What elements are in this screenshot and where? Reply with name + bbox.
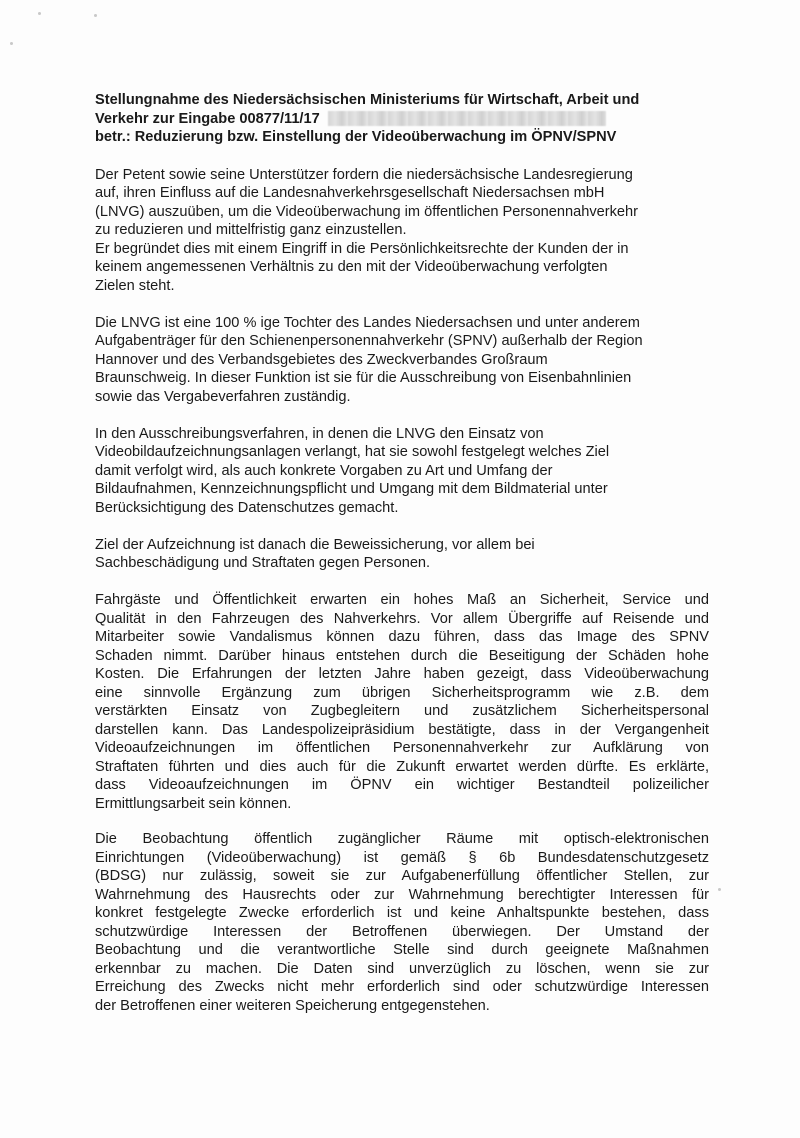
paragraph-line: auf, ihren Einfluss auf die Landesnahverkehrsgesellschaft Niedersachsen mbH <box>95 185 605 201</box>
paragraph <box>95 425 709 518</box>
paragraphs-container <box>95 166 709 1016</box>
paragraph-line: verstärkten Einsatz von Zugbegleitern und zusätzlichem Sicherheitspersonal <box>95 703 709 719</box>
paragraph-line: Mitarbeiter sowie Vandalismus können dazu führen, dass das Image des SPNV <box>95 629 709 645</box>
paragraph-line: eine sinnvolle Ergänzung zum übrigen Sicherheitsprogramm wie z.B. dem <box>95 684 709 701</box>
paragraph-line: Braunschweig. In dieser Funktion ist sie für die Ausschreibung von Eisenbahnlinien <box>95 370 632 386</box>
paragraph <box>95 166 709 296</box>
paragraph-line: Zielen steht. <box>95 277 175 294</box>
scan-speck <box>10 42 13 45</box>
paragraph-line: schutzwürdige Interessen der Betroffenen überwiegen. Der Umstand der <box>95 923 709 940</box>
paragraph <box>95 591 709 813</box>
paragraph-line: Die Beobachtung öffentlich zugänglicher Räume mit optisch-elektronischen <box>95 831 709 847</box>
paragraph-line: der Betroffenen einer weiteren Speicherung entgegenstehen. <box>95 997 490 1014</box>
paragraph-line: Der Petent sowie seine Unterstützer fordern die niedersächsische Landesregierung <box>95 166 633 183</box>
paragraph-line: Ermittlungsarbeit sein können. <box>95 795 292 812</box>
scan-speck <box>718 888 721 891</box>
paragraph-line: Hannover und des Verbandsgebietes des Zweckverbandes Großraum <box>95 351 548 368</box>
paragraph-line: Videobildaufzeichnungsanlagen verlangt, hat sie sowohl festgelegt welches Ziel <box>95 444 610 460</box>
paragraph-line: darstellen kann. Das Landespolizeipräsidium bestätigte, dass in der Vergangenheit <box>95 721 709 738</box>
paragraph-line: sowie das Vergabeverfahren zuständig. <box>95 388 351 405</box>
paragraph-line: dass Videoaufzeichnungen im ÖPNV ein wichtiger Bestandteil polizeilicher <box>95 777 709 793</box>
heading-line: Stellungnahme des Niedersächsischen Ministeriums für Wirtschaft, Arbeit und <box>95 92 640 108</box>
paragraph-line: Ziel der Aufzeichnung ist danach die Beweissicherung, vor allem bei <box>95 536 535 553</box>
paragraph-line: Aufgabenträger für den Schienenpersonennahverkehr (SPNV) außerhalb der Region <box>95 333 643 349</box>
paragraph-line: Bildaufnahmen, Kennzeichnungspflicht und Umgang mit dem Bildmaterial unter <box>95 481 608 497</box>
paragraph-line: Fahrgäste und Öffentlichkeit erwarten ein hohes Maß an Sicherheit, Service und <box>95 592 709 608</box>
heading-line: betr.: Reduzierung bzw. Einstellung der Videoüberwachung im ÖPNV/SPNV <box>95 129 617 145</box>
paragraph-line: Kosten. Die Erfahrungen der letzten Jahre haben gezeigt, dass Videoüberwachung <box>95 666 709 682</box>
paragraph-line: Wahrnehmung des Hausrechts oder zur Wahrnehmung berechtigter Interessen für <box>95 886 709 903</box>
paragraph-line: Er begründet dies mit einem Eingriff in die Persönlichkeitsrechte der Kunden der in <box>95 240 629 257</box>
paragraph <box>95 314 709 407</box>
paragraph-line: keinem angemessenen Verhältnis zu den mit der Videoüberwachung verfolgten <box>95 259 608 275</box>
paragraph <box>95 536 709 573</box>
document-heading <box>95 91 709 147</box>
paragraph-line: zu reduzieren und mittelfristig ganz einzustellen. <box>95 222 407 238</box>
paragraph-line: Die LNVG ist eine 100 % ige Tochter des Landes Niedersachsen und unter anderem <box>95 314 640 331</box>
document-body <box>95 91 709 1034</box>
heading-line-text: Verkehr zur Eingabe 00877/11/17 <box>95 110 320 127</box>
paragraph-line: Schaden nimmt. Darüber hinaus entstehen durch die Beseitigung der Schäden hohe <box>95 647 709 664</box>
paragraph-line: konkret festgelegte Zwecke erforderlich ist und keine Anhaltspunkte bestehen, dass <box>95 905 709 921</box>
scan-speck <box>94 14 97 17</box>
paragraph-line: erkennbar zu machen. Die Daten sind unverzüglich zu löschen, wenn sie zur <box>95 960 709 977</box>
paragraph-line: Erreichung des Zwecks nicht mehr erforderlich sind oder schutzwürdige Interessen <box>95 979 709 995</box>
paragraph-line: Qualität in den Fahrzeugen des Nahverkehrs. Vor allem Übergriffe auf Reisende und <box>95 610 709 627</box>
paragraph-line: Sachbeschädigung und Straftaten gegen Personen. <box>95 555 431 571</box>
paragraph-line: Berücksichtigung des Datenschutzes gemacht. <box>95 499 399 516</box>
paragraph-line: (LNVG) auszuüben, um die Videoüberwachung im öffentlichen Personennahverkehr <box>95 203 639 220</box>
paragraph-line: In den Ausschreibungsverfahren, in denen die LNVG den Einsatz von <box>95 425 544 442</box>
scan-speck <box>38 12 41 15</box>
paragraph-line: damit verfolgt wird, als auch konkrete Vorgaben zu Art und Umfang der <box>95 462 553 479</box>
heading-line <box>95 110 709 129</box>
redacted-area <box>328 111 606 126</box>
paragraph-line: Straftaten führten und dies auch für die Zukunft erwartet werden dürfte. Es erklärte, <box>95 758 709 775</box>
paragraph-line: Einrichtungen (Videoüberwachung) ist gemäß § 6b Bundesdatenschutzgesetz <box>95 849 709 866</box>
paragraph-line: (BDSG) nur zulässig, soweit sie zur Aufgabenerfüllung öffentlicher Stellen, zur <box>95 868 709 884</box>
paragraph <box>95 830 709 1015</box>
paragraph-line: Beobachtung und die verantwortliche Stelle sind durch geeignete Maßnahmen <box>95 942 709 958</box>
paragraph-line: Videoaufzeichnungen im öffentlichen Personennahverkehr zur Aufklärung von <box>95 740 709 756</box>
